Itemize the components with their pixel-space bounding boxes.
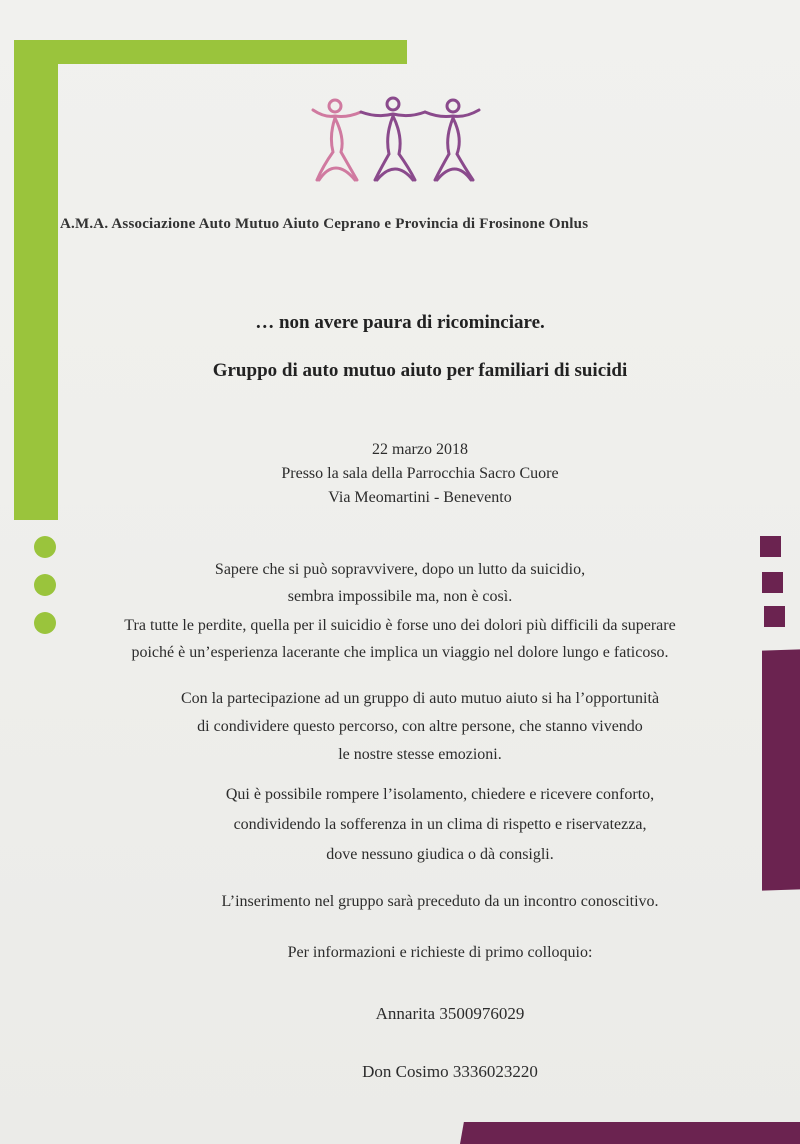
text-line: Qui è possibile rompere l’isolamento, chiedere e ricevere conforto, <box>225 786 655 803</box>
paragraph-3 <box>20 685 800 769</box>
paragraph-5: L’inserimento nel gruppo sarà preceduto da un incontro conoscitivo. <box>221 893 659 910</box>
text-line: condividendo la sofferenza in un clima di rispetto e riservatezza, <box>233 816 647 833</box>
text-line: sembra impossibile ma, non è così. <box>287 588 513 605</box>
text-line: le nostre stesse emozioni. <box>338 746 502 763</box>
organization-name: A.M.A. Associazione Auto Mutuo Aiuto Ceprano e Provincia di Frosinone Onlus <box>60 216 589 232</box>
purple-bottom-bar <box>460 1122 800 1144</box>
text-line: Sapere che si può sopravvivere, dopo un lutto da suicidio, <box>214 561 586 578</box>
contact-annarita: Annarita 3500976029 <box>375 1004 525 1023</box>
paragraph-2 <box>0 612 800 666</box>
green-top-bar <box>14 40 407 64</box>
headline-slogan: … non avere paura di ricominciare. <box>255 312 545 333</box>
contact-don-cosimo: Don Cosimo 3336023220 <box>362 1062 538 1081</box>
green-dot <box>34 536 56 558</box>
text-line: di condividere questo percorso, con altre persone, che stanno vivendo <box>197 718 643 735</box>
text-line: poiché è un’esperienza lacerante che implica un viaggio nel dolore lungo e faticoso. <box>131 644 669 661</box>
paragraph-1 <box>0 556 800 610</box>
text-line: Con la partecipazione ad un gruppo di auto mutuo aiuto si ha l’opportunità <box>180 690 660 707</box>
headline-group-title: Gruppo di auto mutuo aiuto per familiari di suicidi <box>212 360 628 381</box>
event-address: Via Meomartini - Benevento <box>328 489 512 506</box>
paragraph-4 <box>40 780 800 870</box>
paragraph-6: Per informazioni e richieste di primo colloquio: <box>287 944 593 961</box>
text-line: dove nessuno giudica o dà consigli. <box>326 846 554 863</box>
purple-square <box>760 536 781 557</box>
event-date: 22 marzo 2018 <box>372 441 468 458</box>
event-info <box>20 438 800 510</box>
event-place: Presso la sala della Parrocchia Sacro Cuore <box>281 465 559 482</box>
text-line: Tra tutte le perdite, quella per il suicidio è forse uno dei dolori più difficili da superare <box>124 617 676 634</box>
three-figures-holding-hands-logo <box>305 96 485 186</box>
